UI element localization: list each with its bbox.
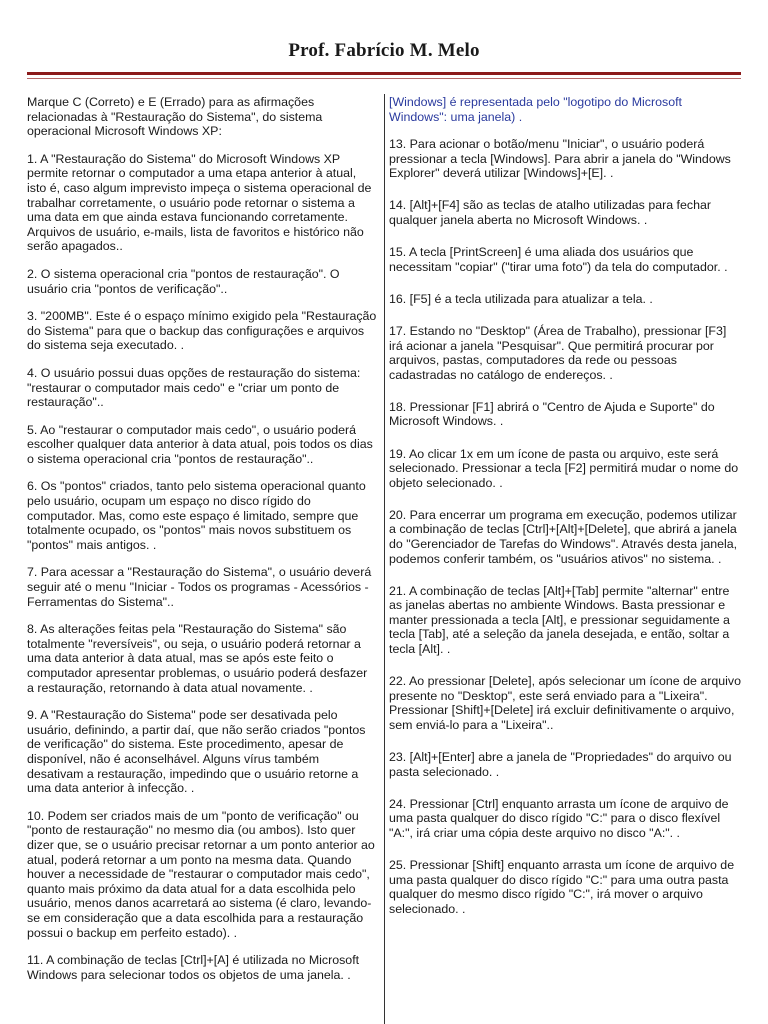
question-10: 10. Podem ser criados mais de um "ponto de verificação" ou "ponto de restauração" no mesmo dia (ou ambos). Isto quer dizer que, se o usuário precisar retornar a um ponto anterior ao atual, poderá retornar a um ponto na mesma data. Quando houver a necessidade de "restaurar o computador mais cedo", quanto mais próximo da data atual for a data escolhida pelo usuário, menos danos acarretará ao sistema (é claro, levando-se em consideração que a data escolhida para a restauração possui o backup em perfeito estado). . bbox=[27, 808, 375, 940]
question-20: 20. Para encerrar um programa em execução, podemos utilizar a combinação de teclas [Ctrl]+[Alt]+[Delete], que abrirá a janela do "Gerenciador de Tarefas do Windows". Através desta janela, podemos conferir também, os "usuários ativos" no sistema. . bbox=[389, 507, 738, 566]
page-header-title: Prof. Fabrício M. Melo bbox=[288, 40, 480, 61]
header-rule-thick bbox=[27, 72, 741, 75]
question-12-continuation: [Windows] é representada pelo "logotipo do Microsoft Windows": uma janela) . bbox=[389, 95, 682, 124]
question-13: 13. Para acionar o botão/menu "Iniciar", o usuário poderá pressionar a tecla [Windows]. Para abrir a janela do "Windows Explorer" deverá utilizar [Windows]+[E]. . bbox=[389, 137, 731, 181]
right-column bbox=[389, 95, 741, 916]
left-column bbox=[27, 95, 377, 982]
question-7: 7. Para acessar a "Restauração do Sistema", o usuário deverá seguir até o menu "Iniciar - Todos os programas - Acessórios - Ferramentas do Sistema".. bbox=[27, 565, 372, 609]
question-24: 24. Pressionar [Ctrl] enquanto arrasta um ícone de arquivo de uma pasta qualquer do disco rígido "C:" para o disco flexível "A:", irá criar uma cópia deste arquivo no disco "A:". . bbox=[389, 796, 729, 840]
question-19: 19. Ao clicar 1x em um ícone de pasta ou arquivo, este será selecionado. Pressionar a tecla [F2] permitirá mudar o nome do objeto selecionado. . bbox=[389, 446, 739, 490]
question-3: 3. "200MB". Este é o espaço mínimo exigido pela "Restauração do Sistema" para que o backup das configurações e arquivos do sistema seja executado. . bbox=[27, 309, 377, 353]
question-18: 18. Pressionar [F1] abrirá o "Centro de Ajuda e Suporte" do Microsoft Windows. . bbox=[389, 399, 715, 429]
header-rule-thin bbox=[27, 78, 741, 79]
question-16: 16. [F5] é a tecla utilizada para atualizar a tela. . bbox=[389, 291, 653, 306]
question-9: 9. A "Restauração do Sistema" pode ser desativada pelo usuário, definindo, a partir daí, que não serão criados "pontos de verificação" do sistema. Este procedimento, apesar de disponível, não é aconselhável. Alguns vírus também desativam a restauração, impedindo que o usuário retorne a uma data anterior à infecção. . bbox=[27, 708, 366, 796]
question-23: 23. [Alt]+[Enter] abre a janela de "Propriedades" do arquivo ou pasta selecionado. . bbox=[389, 750, 732, 779]
question-15: 15. A tecla [PrintScreen] é uma aliada dos usuários que necessitam "copiar" ("tirar uma foto") da tela do computador. . bbox=[389, 245, 728, 274]
question-2: 2. O sistema operacional cria "pontos de restauração". O usuário cria "pontos de verificação".. bbox=[27, 266, 340, 296]
question-5: 5. Ao "restaurar o computador mais cedo", o usuário poderá escolher qualquer data anterior à data atual, pois todos os dias o sistema operacional cria "pontos de restauração".. bbox=[27, 422, 373, 466]
question-17: 17. Estando no "Desktop" (Área de Trabalho), pressionar [F3] irá acionar a janela "Pesquisar". Que permitirá procurar por arquivos, pastas, computadores da rede ou pessoas cadastradas no catálogo de endereços. . bbox=[389, 323, 727, 382]
question-6: 6. Os "pontos" criados, tanto pelo sistema operacional quanto pelo usuário, ocupam um espaço no disco rígido do computador. Mas, como este espaço é limitado, sempre que totalmente ocupado, os "pontos" mais novos substituem os "pontos" mais antigos. . bbox=[27, 479, 366, 552]
question-8: 8. As alterações feitas pela "Restauração do Sistema" são totalmente "reversíveis", ou seja, o usuário poderá retornar a uma data anterior à data atual, mas se após este feito o computador apresentar problemas, o usuário poderá desfazer a restauração, retornando à data atual novamente. . bbox=[27, 622, 368, 695]
question-21: 21. A combinação de teclas [Alt]+[Tab] permite "alternar" entre as janelas abertas no ambiente Windows. Basta pressionar e manter pressionada a tecla [Alt], e pressionar seguidamente a tecla [Tab], até a seleção da janela desejada, e então, soltar a tecla [Alt]. . bbox=[389, 583, 730, 657]
question-14: 14. [Alt]+[F4] são as teclas de atalho utilizadas para fechar qualquer janela aberta no Microsoft Windows. . bbox=[389, 198, 711, 228]
intro-paragraph: Marque C (Correto) e E (Errado) para as afirmações relacionadas à "Restauração do Sistema", do sistema operacional Microsoft Windows XP: bbox=[27, 95, 323, 139]
question-11: 11. A combinação de teclas [Ctrl]+[A] é utilizada no Microsoft Windows para selecionar todos os objetos de uma janela. . bbox=[27, 953, 360, 982]
question-25: 25. Pressionar [Shift] enquanto arrasta um ícone de arquivo de uma pasta qualquer do disco rígido "C:" para uma outra pasta qualquer do mesmo disco rígido "C:", irá mover o arquivo selecionado. . bbox=[389, 857, 735, 916]
column-divider bbox=[384, 94, 385, 1024]
question-1: 1. A "Restauração do Sistema" do Microsoft Windows XP permite retornar o computador a uma etapa anterior à atual, isto é, caso algum imprevisto impeça o sistema operacional de trabalhar corretamente, o usuário pode retornar o sistema a uma data em que ainda estava funcionando corretamente. Arquivos de usuário, e-mails, lista de favoritos e histórico não serão apagados.. bbox=[27, 151, 372, 254]
question-4: 4. O usuário possui duas opções de restauração do sistema: "restaurar o computador mais cedo" e "criar um ponto de restauração".. bbox=[27, 365, 361, 410]
question-22: 22. Ao pressionar [Delete], após selecionar um ícone de arquivo presente no "Desktop", este será enviado para a "Lixeira". Pressionar [Shift]+[Delete] irá excluir definitivamente o arquivo, sem enviá-lo para a "Lixeira".. bbox=[389, 674, 741, 732]
